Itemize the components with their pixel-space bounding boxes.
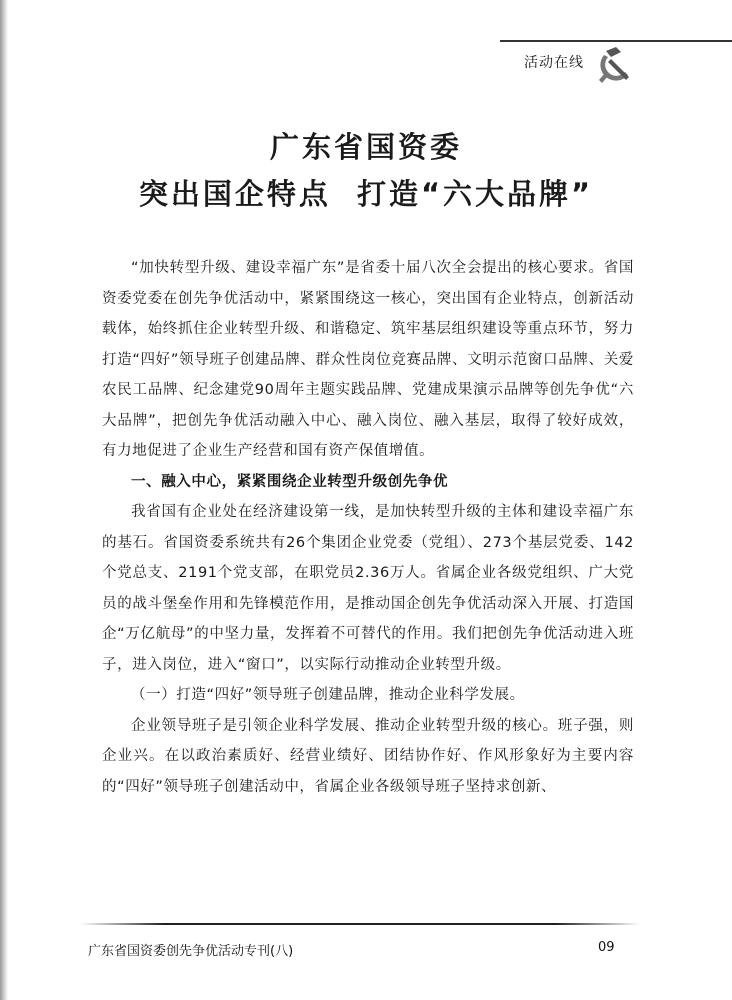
subsection-heading: （一）打造“四好”领导班子创建品牌，推动企业科学发展。	[131, 687, 525, 703]
article-title-part-b: 打造“六大品牌”	[356, 177, 594, 211]
paragraph-intro: “加快转型升级、建设幸福广东”是省委十届八次全会提出的核心要求。省国资委党委在创先争优活动中，紧紧围绕这一核心，突出国有企业特点，创新活动载体，始终抓住企业转型升级、和谐稳定、筑牢基层组织建设等重点环节，努力打造“四好”领导班子创建品牌、群众性岗位竞赛品牌、文明示范窗口品牌、关爱农民工品牌、纪念建党90周年主题实践品牌、党建成果演示品牌等创先争优“六大品牌”，把创先争优活动融入中心、融入岗位、融入基层，取得了较好成效，有力地促进了企业生产经营和国有资产保值增值。	[102, 260, 634, 459]
section-label: 活动在线	[524, 55, 584, 71]
paragraph: 我省国有企业处在经济建设第一线，是加快转型升级的主体和建设幸福广东的基石。省国资委系统共有26个集团企业党委（党组）、273个基层党委、142个党总支、2191个党支部，在职党员2.36万人。省属企业各级党组织、广大党员的战斗堡垒作用和先锋模范作用，是推动国企创先争优活动深入开展、打造国企“万亿航母”的中坚力量，发挥着不可替代的作用。我们把创先争优活动进入班子，进入岗位，进入“窗口”，以实际行动推动企业转型升级。	[102, 504, 634, 673]
page-number: 09	[598, 940, 615, 955]
article-body	[102, 253, 634, 802]
publication-title: 广东省国资委创先争优活动专刊(八)	[88, 944, 294, 959]
paragraph: 企业领导班子是引领企业科学发展、推动企业转型升级的核心。班子强，则企业兴。在以政治素质好、经营业绩好、团结协作好、作风形象好为主要内容的“四好”领导班子创建活动中，省属企业各级领导班子坚持求创新、	[102, 717, 634, 795]
hammer-sickle-icon	[594, 42, 638, 86]
article-title-line-2	[0, 172, 732, 213]
article-title-part-a: 突出国企特点	[138, 177, 331, 211]
article-title-line-1: 广东省国资委	[269, 130, 462, 164]
section-heading: 一、融入中心，紧紧围绕企业转型升级创先争优	[131, 473, 449, 490]
footer-rule	[80, 923, 640, 925]
